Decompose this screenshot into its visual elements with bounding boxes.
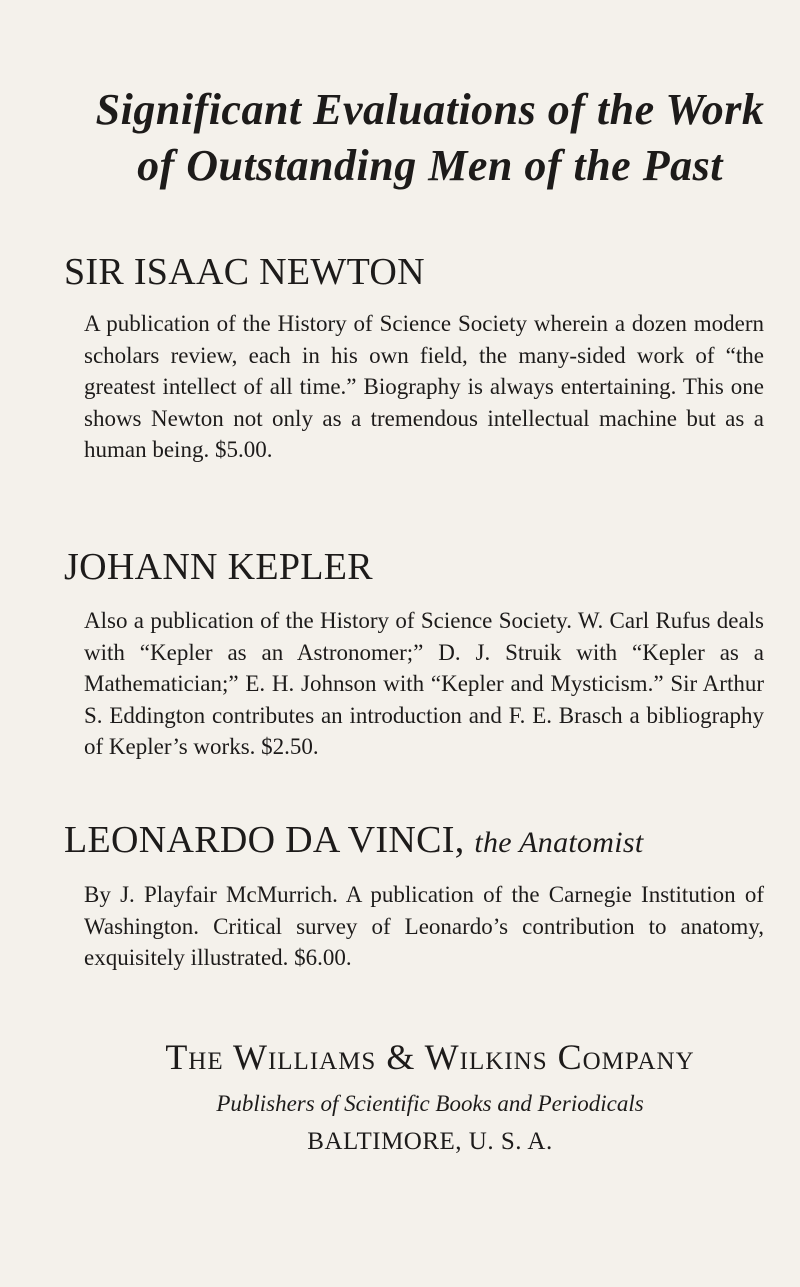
title-line-1: Significant Evaluations of the Work (95, 85, 765, 134)
section-body: By J. Playfair McMurrich. A publication of the Carnegie Institution of Washington. Critical survey of Leonardo’s contribution to anatomy, exquisitely illustrated. $6.00. (84, 882, 764, 970)
page-title (0, 82, 800, 194)
section-body: Also a publication of the History of Science Society. W. Carl Rufus deals with “Kepler as an Astronomer;” D. J. Struik with “Kepler as a Mathematician;” E. H. Johnson with “Kepler and Mysticism.” Sir Arthur S. Eddington contributes an introduction and F. E. Brasch a bibliography of Kepler’s works. $2.50. (84, 608, 764, 759)
publisher-tagline: Publishers of Scientific Books and Periodicals (216, 1091, 644, 1116)
publisher-block (0, 1035, 800, 1157)
section-body: A publication of the History of Science Society wherein a dozen modern scholars review, each in his own field, the many-sided work of “the greatest intellect of all time.” Biography is always entertaining. This one shows Newton not only as a tremendous intellectual machine but as a human being. $5.00. (84, 311, 764, 462)
section-kepler (64, 545, 764, 763)
section-heading (64, 818, 764, 865)
publisher-city: BALTIMORE, U. S. A. (307, 1128, 553, 1155)
section-heading (64, 250, 764, 294)
section-newton (64, 250, 764, 466)
heading-text: SIR ISAAC NEWTON (64, 251, 425, 293)
title-line-2: of Outstanding Men of the Past (137, 141, 723, 190)
heading-text: LEONARDO DA VINCI, (64, 819, 465, 861)
section-leonardo (64, 818, 764, 974)
section-heading (64, 545, 764, 589)
heading-text: JOHANN KEPLER (64, 546, 373, 588)
heading-suffix: the Anatomist (474, 826, 644, 859)
publisher-name: The Williams & Wilkins Company (165, 1037, 695, 1077)
